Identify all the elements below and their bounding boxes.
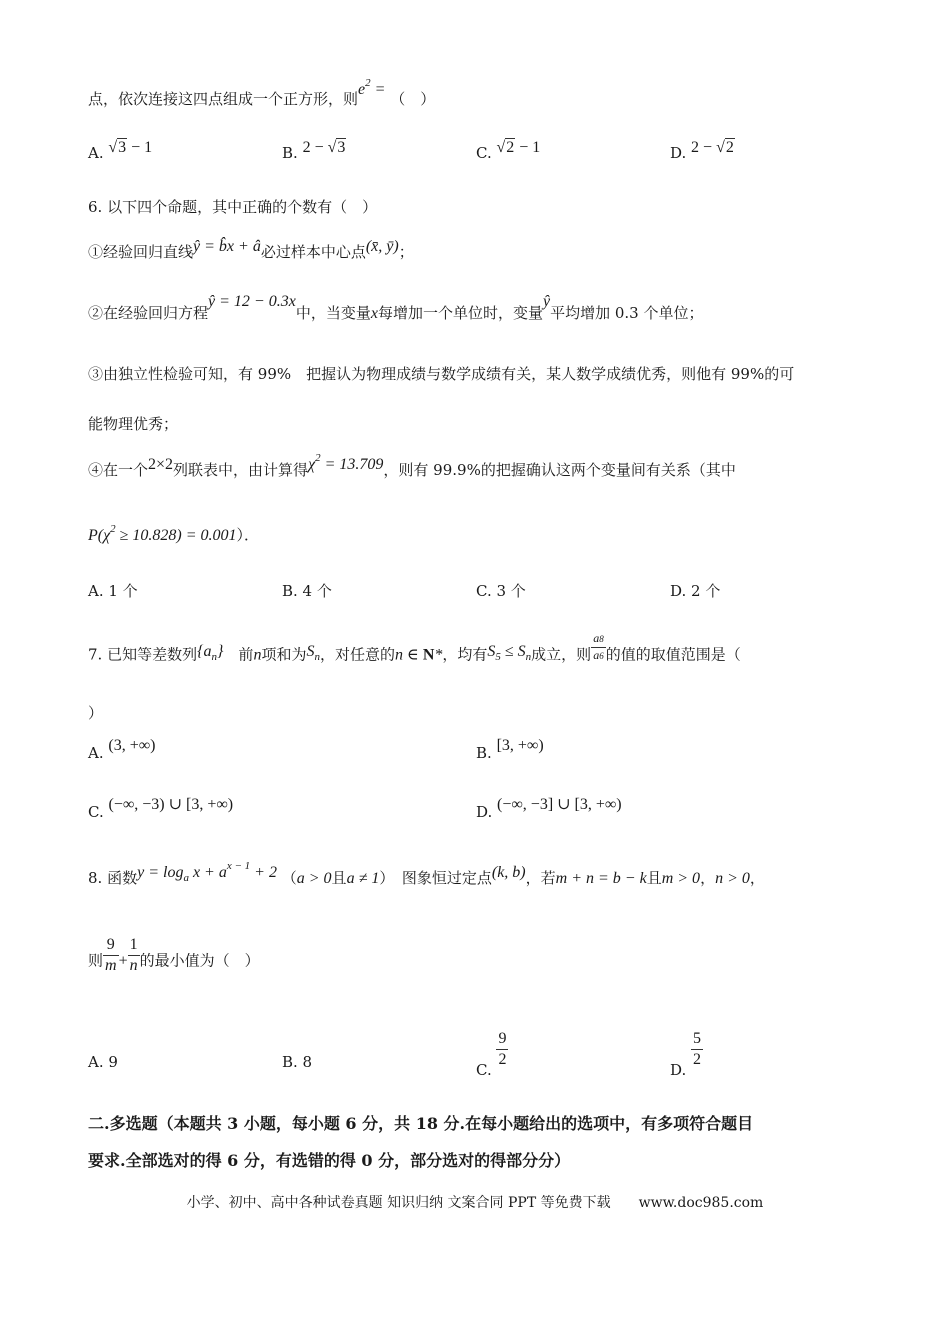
- q6-option-c: C. 3 个: [476, 582, 526, 600]
- option-label: C.: [476, 144, 497, 162]
- q6-option-b: B. 4 个: [282, 582, 332, 600]
- regression-equation: ŷ = 12 − 0.3x: [208, 293, 296, 310]
- q5-option-b: B. 2 − √3: [282, 139, 346, 162]
- fixed-point: (k, b): [491, 864, 526, 881]
- page-footer: 小学、初中、高中各种试卷真题 知识归纳 文案合同 PPT 等免费下载 www.doc985.com: [186, 1195, 764, 1211]
- q7-option-d: D. (−∞, −3] ∪ [3, +∞): [476, 796, 622, 821]
- a-gt-0: a > 0: [296, 870, 332, 887]
- q5-paren: （ ）: [390, 90, 436, 108]
- q7-option-c: C. (−∞, −3) ∪ [3, +∞): [88, 796, 234, 821]
- m-gt-0: m > 0: [661, 870, 701, 887]
- sequence-an: $\{a_n\}$: [197, 642, 224, 663]
- q7-option-b: B. [3, +∞): [476, 737, 544, 762]
- s5-le-sn: $S_5 \le S_n$: [487, 642, 532, 663]
- n-gt-0: n > 0: [715, 870, 750, 887]
- q5-e-squared: $e^2$ =: [358, 77, 386, 98]
- q6-proposition-3: ③由独立性检验可知，有 99% 把握认为物理成绩与数学成绩有关，某人数学成绩优秀，则他有 99%的可: [88, 365, 795, 383]
- chi-square-probability: $P(\chi^2 \ge 10.828) = 0.001$: [88, 523, 237, 544]
- chi-square-value: $\chi^2 = 13.709$: [308, 452, 384, 473]
- q5-option-c: C. √2 − 1: [476, 139, 541, 162]
- option-label: A.: [88, 144, 109, 162]
- nine-over-m: $\frac{9}{m}$: [105, 936, 117, 974]
- table-2x2: 2×2: [148, 456, 174, 473]
- m-plus-n: m + n = b − k: [555, 870, 647, 887]
- q8-option-d: D. $\frac{5}{2}$: [670, 1030, 702, 1079]
- one-over-n: $\frac{1}{n}$: [129, 936, 138, 974]
- q6-proposition-1: ①经验回归直线ŷ = b̂x + â必过样本中心点(x̄, ȳ)；: [88, 238, 414, 261]
- q5-option-d: D. 2 − √2: [670, 139, 734, 162]
- option-label: D.: [670, 144, 692, 162]
- nine-over-two: $\frac{9}{2}$: [498, 1030, 507, 1068]
- q6-proposition-4-cont: $P(\chi^2 \ge 10.828) = 0.001$）．: [88, 523, 260, 544]
- q8-option-a: A. 9: [88, 1053, 118, 1071]
- q7-option-a: A. (3, +∞): [88, 737, 156, 762]
- q6-proposition-4: ④在一个2×2列联表中，由计算得$\chi^2 = 13.709$，则有 99.9%的把握确认这两个变量间有关系（其中: [88, 452, 736, 479]
- q8-option-c: C. $\frac{9}{2}$: [476, 1030, 507, 1079]
- q6-option-a: A. 1 个: [88, 582, 138, 600]
- q7-close: ）: [88, 704, 104, 722]
- a-ne-1: a ≠ 1: [346, 870, 380, 887]
- section2-heading-line2: 要求.全部选对的得 6 分，有选错的得 0 分，部分选对的得部分分）: [88, 1151, 571, 1170]
- q6-stem: 6. 以下四个命题，其中正确的个数有（ ）: [88, 198, 378, 216]
- sample-center-point: (x̄, ȳ): [365, 238, 399, 255]
- a8-over-a6: $\frac{a8}{a6}$: [593, 631, 604, 662]
- q8-option-b: B. 8: [282, 1053, 313, 1071]
- q6-proposition-3-cont: 能物理优秀；: [88, 415, 179, 433]
- y-hat: ŷ: [542, 293, 551, 310]
- sn: $S_n$: [306, 642, 320, 663]
- q8-stem: 8. 函数$y = \log_a x + a^{x - 1} + 2$ （a > 0且a ≠ 1） 图象恒过定点(k, b)，若m + n = b − k且m > 0，n > 0，: [88, 860, 765, 887]
- five-over-two: $\frac{5}{2}$: [693, 1030, 702, 1068]
- function-formula: $y = \log_a x + a^{x - 1} + 2$: [137, 860, 277, 884]
- q6-option-d: D. 2 个: [670, 582, 721, 600]
- regression-line-formula: ŷ = b̂x + â: [193, 238, 261, 255]
- q8-stem-cont: 则 $\frac{9}{m}$ + $\frac{1}{n}$ 的最小值为（ ）: [88, 936, 260, 974]
- n-in-N: n ∈ N*: [394, 646, 443, 664]
- section2-heading-line1: 二.多选题（本题共 3 小题，每小题 6 分，共 18 分.在每小题给出的选项中，有多项符合题目: [88, 1114, 754, 1133]
- option-label: B.: [282, 144, 303, 162]
- q7-stem: 7. 已知等差数列$\{a_n\}$ 前n项和为$S_n$，对任意的n ∈ N*，均有$S_5 \le S_n$成立，则 $\frac{a8}{a6}$ 的值的取值范围是（: [88, 631, 741, 664]
- q5-tail-line: [88, 77, 436, 112]
- q6-proposition-2: ②在经验回归方程ŷ = 12 − 0.3x中，当变量x每增加一个单位时，变量ŷ平均增加 0.3 个单位；: [88, 293, 704, 322]
- q5-tail-text: 点，依次连接这四点组成一个正方形，则: [88, 90, 359, 108]
- q5-option-a: A. √3 − 1: [88, 139, 153, 162]
